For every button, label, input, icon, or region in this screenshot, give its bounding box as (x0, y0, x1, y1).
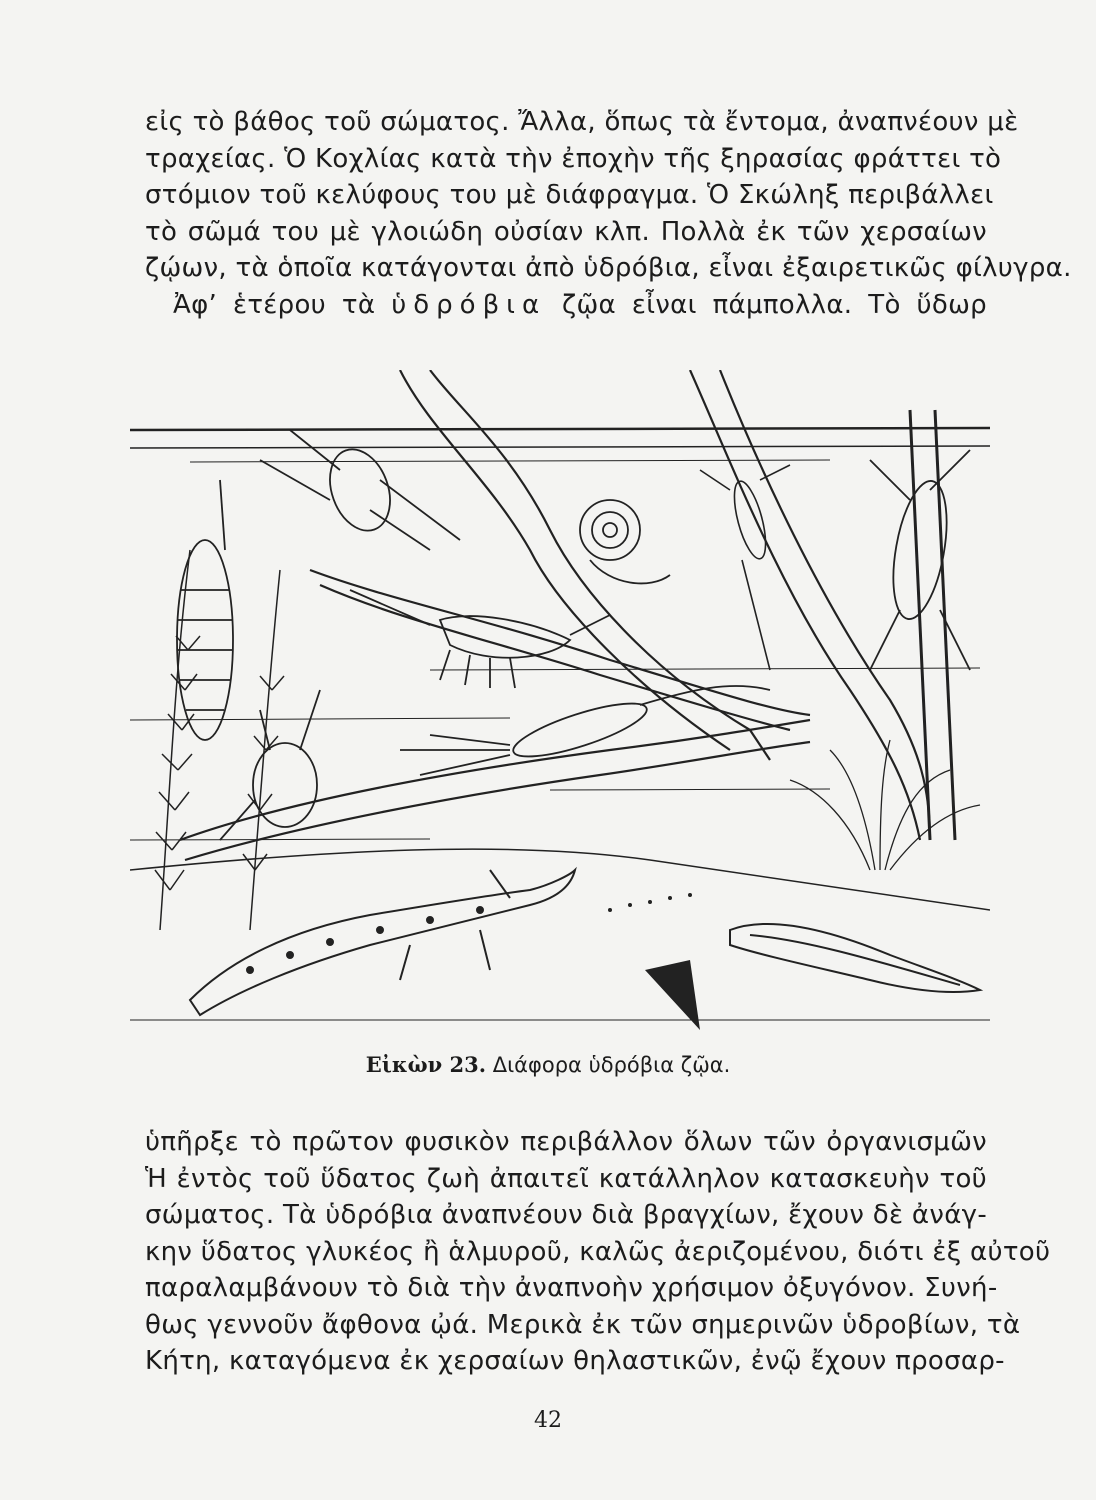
text-line: ὑπῆρξε τὸ πρῶτον φυσικὸν περιβάλλον ὅλων τῶν ὀργανισμῶν (145, 1127, 987, 1157)
text-fragment: Ἀφ’ ἑτέρου τὰ (173, 289, 376, 320)
water-plant (155, 550, 284, 930)
text-line: Κήτη, καταγόμενα ἐκ χερσαίων θηλαστικῶν, ἐνῷ ἔχουν προσαρ- (145, 1346, 1005, 1376)
figure-description: Διάφορα ὑδρόβια ζῷα. (492, 1053, 731, 1077)
top-paragraph (145, 104, 1072, 323)
figure-label: Εἰκὼν 23. (365, 1052, 487, 1077)
snail-drawing (580, 500, 670, 583)
beetle-lower-drawing (220, 690, 320, 840)
text-line-with-emphasis (145, 287, 987, 324)
text-line: παραλαμβάνουν τὸ διὰ τὴν ἀναπνοὴν χρήσιμον ὀξυγόνον. Συνή- (145, 1273, 998, 1303)
text-line: τὸ σῶμά του μὲ γλοιώδη οὐσίαν κλπ. Πολλὰ ἐκ τῶν χερσαίων (145, 216, 987, 247)
page-number: 42 (534, 1408, 562, 1433)
text-line: εἰς τὸ βάθος τοῦ σώματος. Ἄλλα, ὅπως τὰ ἔντομα, ἀναπνέουν μὲ (145, 107, 1019, 137)
newt-drawing (190, 870, 575, 1015)
text-line: ζῴων, τὰ ὁποῖα κατάγονται ἀπὸ ὑδρόβια, εἶναι ἐξαιρετικῶς φίλυγρα. (145, 253, 1072, 283)
dragonfly-nymph-drawing (400, 686, 770, 775)
text-line: σώματος. Τὰ ὑδρόβια ἀναπνέουν διὰ βραγχίων, ἔχουν δὲ ἀνάγ- (145, 1200, 987, 1230)
flatworm-drawing (730, 924, 980, 992)
text-fragment: ζῷα εἶναι πάμπολλα. Τὸ ὕδωρ (562, 289, 987, 320)
emphasized-word: ὑδρόβια (391, 289, 547, 320)
sediment-dots (608, 893, 692, 912)
text-line: θως γεννοῦν ἄφθονα ᾠά. Μερικὰ ἐκ τῶν σημερινῶν ὑδροβίων, τὰ (145, 1309, 1021, 1340)
branches (180, 370, 955, 860)
text-line: κην ὕδατος γλυκέος ἢ ἁλμυροῦ, καλῶς ἀεριζομένου, διότι ἐξ αὐτοῦ (145, 1236, 1051, 1267)
text-line: τραχείας. Ὁ Κοχλίας κατὰ τὴν ἐποχὴν τῆς ξηρασίας φράττει τὸ (145, 143, 1002, 174)
text-line: στόμιον τοῦ κελύφους του μὲ διάφραγμα. Ὁ Σκώληξ περιβάλλει (145, 180, 994, 210)
figure-caption (0, 1052, 1096, 1077)
bottom-paragraph (145, 1124, 1051, 1380)
water-surface-lines (130, 428, 990, 840)
figure-illustration (130, 370, 990, 1035)
text-line: Ἡ ἐντὸς τοῦ ὕδατος ζωὴ ἀπαιτεῖ κατάλληλον κατασκευὴν τοῦ (145, 1163, 987, 1194)
larva-drawing (177, 480, 233, 740)
